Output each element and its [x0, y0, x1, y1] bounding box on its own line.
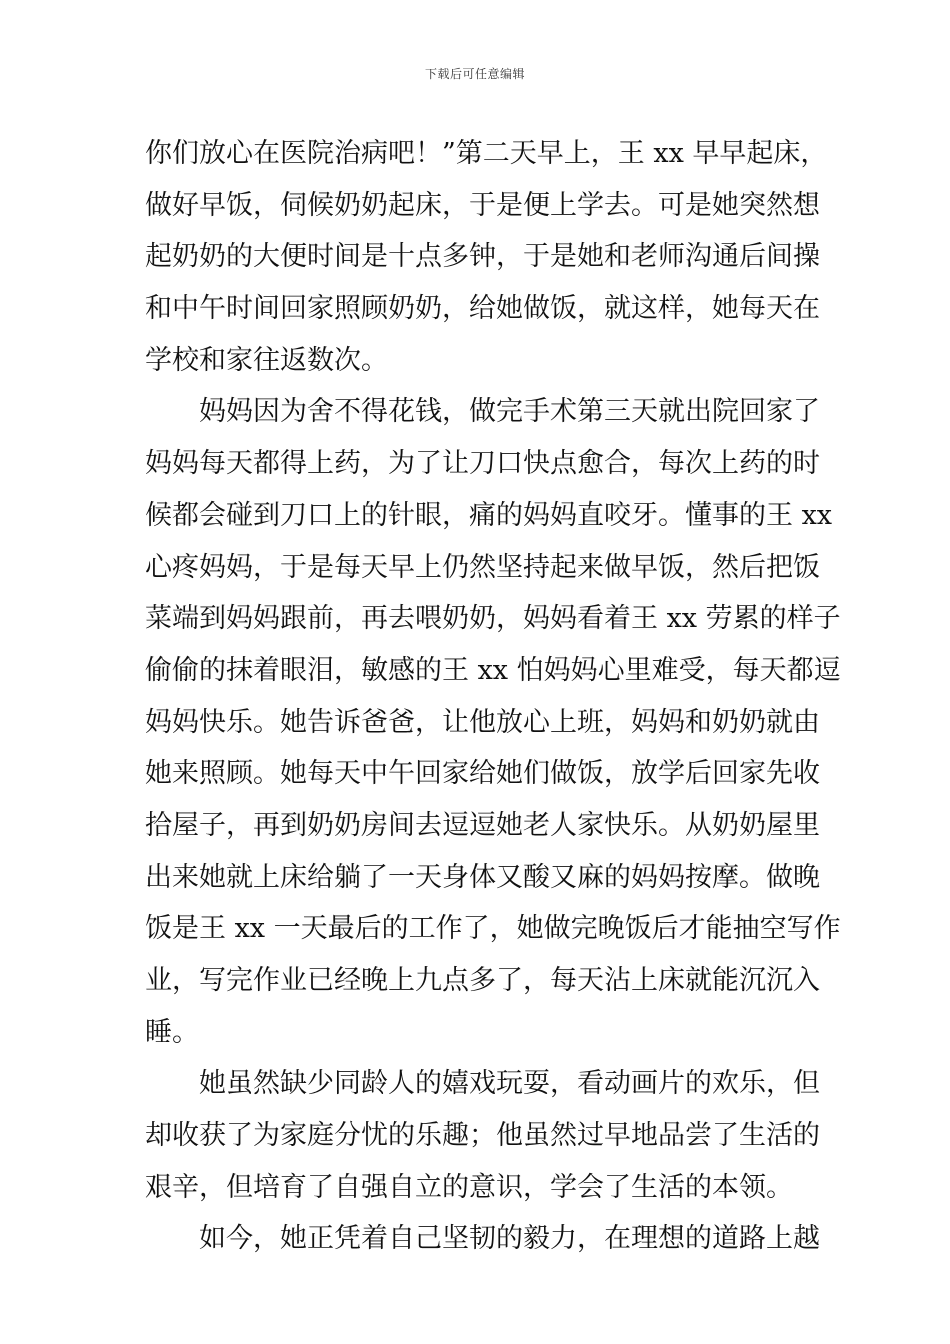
text-line: 如今，她正凭着自己坚韧的毅力，在理想的道路上越	[199, 1223, 820, 1255]
text-line: 拾屋子，再到奶奶房间去逗逗她老人家快乐。从奶奶屋里	[145, 809, 820, 841]
text-line: 饭是王 xx 一天最后的工作了，她做完晚饭后才能抽空写作	[145, 913, 841, 945]
text-line: 却收获了为家庭分忧的乐趣；他虽然过早地品尝了生活的	[145, 1120, 820, 1152]
text-line: 做好早饭，伺候奶奶起床，于是便上学去。可是她突然想	[145, 189, 820, 221]
page-header: 下载后可任意编辑	[424, 67, 525, 81]
text-line: 妈妈每天都得上药，为了让刀口快点愈合，每次上药的时	[145, 448, 820, 480]
text-line: 她虽然缺少同龄人的嬉戏玩耍，看动画片的欢乐，但	[199, 1068, 820, 1100]
text-line: 她来照顾。她每天中午回家给她们做饭，放学后回家先收	[145, 758, 820, 790]
text-line: 起奶奶的大便时间是十点多钟，于是她和老师沟通后间操	[145, 241, 820, 273]
text-line: 候都会碰到刀口上的针眼，痛的妈妈直咬牙。懂事的王 xx	[145, 499, 833, 531]
text-line: 出来她就上床给躺了一天身体又酸又麻的妈妈按摩。做晚	[145, 861, 820, 893]
text-line: 菜端到妈妈跟前，再去喂奶奶，妈妈看着王 xx 劳累的样子	[145, 603, 841, 635]
text-line: 妈妈因为舍不得花钱，做完手术第三天就出院回家了	[199, 396, 820, 428]
text-line: 妈妈快乐。她告诉爸爸，让他放心上班，妈妈和奶奶就由	[145, 706, 820, 738]
document-body	[145, 128, 841, 1265]
text-line: 睡。	[145, 1016, 199, 1048]
text-line: 艰辛，但培育了自强自立的意识，学会了生活的本领。	[145, 1171, 793, 1203]
text-line: 你们放心在医院治病吧！”第二天早上，王 xx 早早起床，	[145, 138, 828, 169]
text-line: 和中午时间回家照顾奶奶，给她做饭，就这样，她每天在	[145, 293, 820, 325]
text-line: 学校和家往返数次。	[145, 344, 388, 376]
text-line: 偷偷的抹着眼泪，敏感的王 xx 怕妈妈心里难受，每天都逗	[145, 654, 841, 686]
text-line: 心疼妈妈，于是每天早上仍然坚持起来做早饭，然后把饭	[145, 551, 820, 583]
text-line: 业，写完作业已经晚上九点多了，每天沾上床就能沉沉入	[145, 965, 820, 996]
